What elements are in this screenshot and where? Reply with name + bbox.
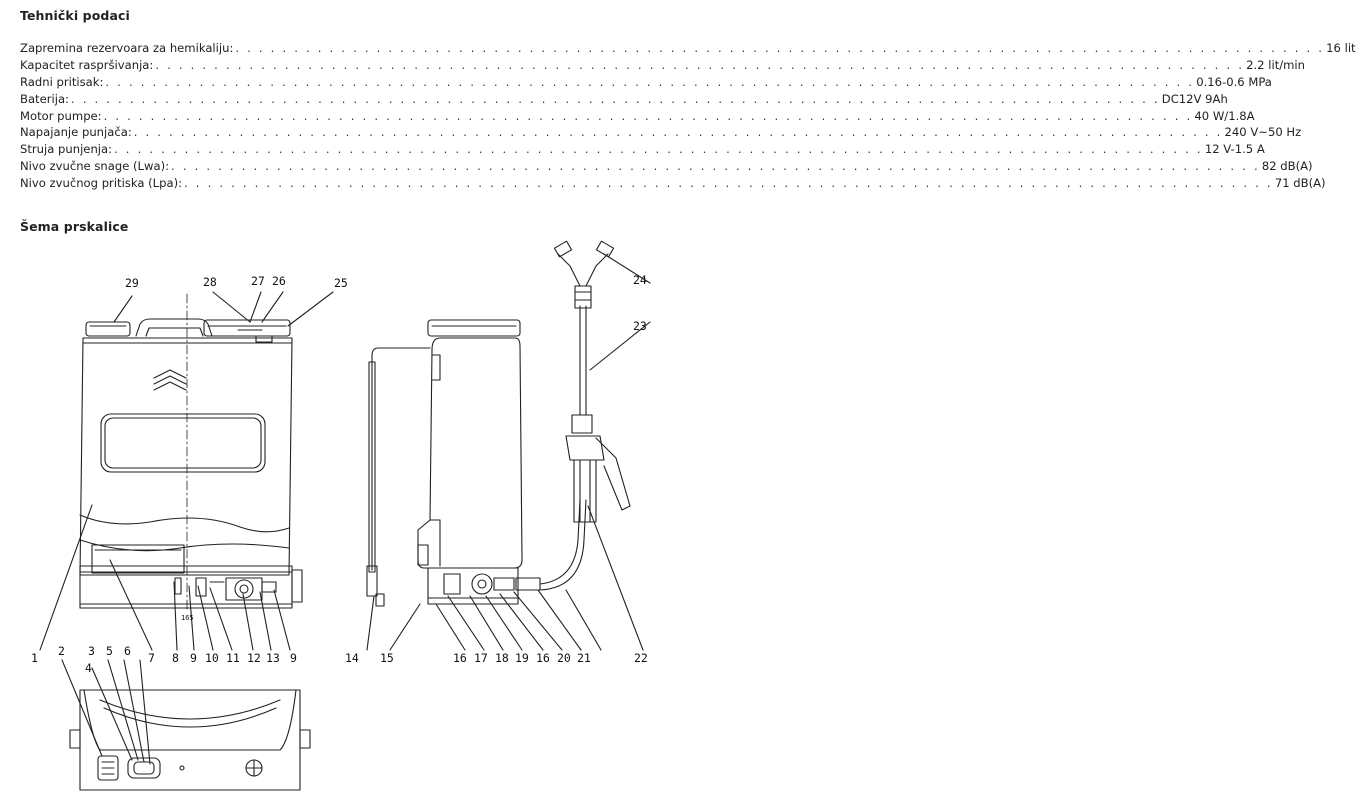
part-label: 28 <box>203 275 217 289</box>
part-label: 29 <box>125 276 139 290</box>
front-view <box>40 292 333 650</box>
leader-dots: . . . . . . . . . . . . . . . . . . . . . . . . . . . . . . . . . . . . . . . . . . . . . . . . . . . . . . . . . . . . . . . . . . . . . . . . . . . . . . . . . . . . . . . . . . . . . <box>235 41 1325 55</box>
spec-label: Nivo zvučne snage (Lwa): <box>20 159 170 174</box>
spec-row <box>20 159 1313 176</box>
spec-value: 71 dB(A) <box>1274 176 1326 191</box>
part-label: 21 <box>577 651 591 665</box>
spec-value: DC12V 9Ah <box>1161 91 1228 106</box>
part-label: 22 <box>634 651 648 665</box>
part-label: 4 <box>85 661 92 675</box>
part-label: 23 <box>633 319 647 333</box>
spec-label: Radni pritisak: <box>20 74 104 89</box>
part-label: 13 <box>266 651 280 665</box>
part-label: 1 <box>31 651 38 665</box>
part-label: 12 <box>247 651 261 665</box>
spec-label: Struja punjenja: <box>20 142 113 157</box>
part-label: 2 <box>58 644 65 658</box>
part-label: 5 <box>106 644 113 658</box>
part-label: 20 <box>557 651 571 665</box>
spec-label: Zapremina rezervoara za hemikaliju: <box>20 41 234 55</box>
spec-row <box>20 57 1306 75</box>
spec-row <box>20 142 1265 159</box>
spec-label: Nivo zvučnog pritiska (Lpa): <box>20 176 183 191</box>
leader-dots: . . . . . . . . . . . . . . . . . . . . . . . . . . . . . . . . . . . . . . . . . . . . . . . . . . . . . . . . . . . . . . . . . . . . . . . . . . . . . . . . . . . . . . . . . . . . . <box>114 142 1203 157</box>
part-label: 3 <box>88 644 95 658</box>
part-label: 11 <box>226 651 240 665</box>
sprayer-diagram <box>0 238 669 810</box>
spec-value: 16 lit <box>1326 41 1356 55</box>
part-label: 16 <box>453 651 467 665</box>
part-label: 10 <box>205 651 219 665</box>
spec-label: Baterija: <box>20 91 69 106</box>
part-label: 26 <box>272 274 286 288</box>
part-label: 14 <box>345 651 359 665</box>
spec-label: Kapacitet raspršivanja: <box>20 57 154 72</box>
part-label: 15 <box>380 651 394 665</box>
side-view <box>367 241 650 650</box>
part-label: 9 <box>190 651 197 665</box>
bottom-view <box>62 660 310 790</box>
spec-value: 0.16-0.6 MPa <box>1196 74 1272 89</box>
spec-label: Motor pumpe: <box>20 108 102 123</box>
specs-table <box>20 41 1356 193</box>
specs-heading: Tehnički podaci <box>20 8 130 23</box>
part-label: 6 <box>124 644 131 658</box>
part-label: 17 <box>474 651 488 665</box>
leader-dots: . . . . . . . . . . . . . . . . . . . . . . . . . . . . . . . . . . . . . . . . . . . . . . . . . . . . . . . . . . . . . . . . . . . . . . . . . . . . . . . . . . . . . . . . . . . . . <box>70 91 1160 106</box>
spec-row <box>20 176 1326 193</box>
spec-value: 82 dB(A) <box>1261 159 1313 174</box>
part-label: 18 <box>495 651 509 665</box>
part-label: 25 <box>334 276 348 290</box>
part-label: 9 <box>290 651 297 665</box>
part-label: 16 <box>536 651 550 665</box>
spec-value: 40 W/1.8A <box>1194 108 1255 123</box>
spec-value: 2.2 lit/min <box>1246 57 1306 72</box>
spec-value: 12 V-1.5 A <box>1204 142 1265 157</box>
leader-dots: . . . . . . . . . . . . . . . . . . . . . . . . . . . . . . . . . . . . . . . . . . . . . . . . . . . . . . . . . . . . . . . . . . . . . . . . . . . . . . . . . . . . . . . . . . . . . <box>133 125 1223 140</box>
leader-dots: . . . . . . . . . . . . . . . . . . . . . . . . . . . . . . . . . . . . . . . . . . . . . . . . . . . . . . . . . . . . . . . . . . . . . . . . . . . . . . . . . . . . . . . . . . . . . <box>184 176 1273 191</box>
leader-dots: . . . . . . . . . . . . . . . . . . . . . . . . . . . . . . . . . . . . . . . . . . . . . . . . . . . . . . . . . . . . . . . . . . . . . . . . . . . . . . . . . . . . . . . . . . . . . <box>171 159 1260 174</box>
spec-row <box>20 91 1228 109</box>
spec-row <box>20 108 1255 126</box>
part-label: 8 <box>172 651 179 665</box>
part-label: 7 <box>148 651 155 665</box>
leader-dots: . . . . . . . . . . . . . . . . . . . . . . . . . . . . . . . . . . . . . . . . . . . . . . . . . . . . . . . . . . . . . . . . . . . . . . . . . . . . . . . . . . . . . . . . . . . . . <box>103 108 1193 123</box>
spec-row <box>20 125 1302 142</box>
part-label: 24 <box>633 273 647 287</box>
part-label: 165 <box>181 614 194 622</box>
leader-dots: . . . . . . . . . . . . . . . . . . . . . . . . . . . . . . . . . . . . . . . . . . . . . . . . . . . . . . . . . . . . . . . . . . . . . . . . . . . . . . . . . . . . . . . . . . . . . <box>105 74 1195 89</box>
spec-value: 240 V~50 Hz <box>1224 125 1302 140</box>
diagram-heading: Šema prskalice <box>20 219 129 234</box>
part-label: 27 <box>251 274 265 288</box>
spec-row <box>20 74 1272 92</box>
leader-dots: . . . . . . . . . . . . . . . . . . . . . . . . . . . . . . . . . . . . . . . . . . . . . . . . . . . . . . . . . . . . . . . . . . . . . . . . . . . . . . . . . . . . . . . . . . . . . <box>155 57 1245 72</box>
spec-row <box>20 41 1356 58</box>
spec-label: Napajanje punjača: <box>20 125 132 140</box>
part-label: 19 <box>515 651 529 665</box>
